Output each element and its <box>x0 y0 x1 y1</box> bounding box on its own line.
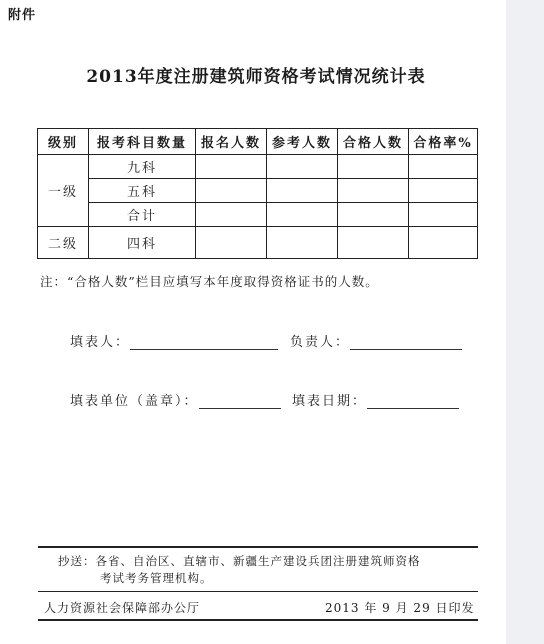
header-subject-count: 报考科目数量 <box>89 129 196 155</box>
unit-row <box>70 390 281 409</box>
participants-cell <box>267 227 338 259</box>
table-row <box>38 179 478 203</box>
unit-blank[interactable] <box>199 394 281 409</box>
filler-row <box>70 331 278 350</box>
unit-label: 填表单位（盖章）： <box>70 394 199 409</box>
header-participants: 参考人数 <box>267 129 338 155</box>
participants-cell <box>267 179 338 203</box>
pass-rate-cell <box>409 227 478 259</box>
passed-cell <box>338 179 409 203</box>
cc-line-2: 考试考务管理机构。 <box>100 571 213 585</box>
level-2-cell: 二级 <box>38 227 89 259</box>
passed-cell <box>338 227 409 259</box>
registered-cell <box>196 203 267 227</box>
header-passed: 合格人数 <box>338 129 409 155</box>
registered-cell <box>196 227 267 259</box>
date-row <box>292 390 459 409</box>
date-label: 填表日期： <box>292 394 368 409</box>
pass-rate-cell <box>409 155 478 179</box>
table-row <box>38 155 478 179</box>
responsible-label: 负责人： <box>290 335 351 350</box>
filler-blank[interactable] <box>130 335 278 350</box>
table-header-row <box>38 129 478 155</box>
date-blank[interactable] <box>367 394 459 409</box>
header-registered: 报名人数 <box>196 129 267 155</box>
registered-cell <box>196 155 267 179</box>
level-1-cell: 一级 <box>38 155 89 227</box>
statistics-table <box>37 128 478 259</box>
subject-cell: 五科 <box>89 179 196 203</box>
responsible-row <box>290 331 462 350</box>
participants-cell <box>267 155 338 179</box>
responsible-blank[interactable] <box>350 335 462 350</box>
table-row <box>38 203 478 227</box>
cc-label: 抄送： <box>58 554 96 568</box>
attachment-label: 附件 <box>8 8 37 23</box>
cc-top-rule <box>38 546 478 548</box>
subject-cell: 九科 <box>89 155 196 179</box>
header-pass-rate: 合格率% <box>409 129 478 155</box>
footer-rule <box>38 619 478 621</box>
participants-cell <box>267 203 338 227</box>
table-note: 注：“合格人数”栏目应填写本年度取得资格证书的人数。 <box>40 274 379 289</box>
passed-cell <box>338 155 409 179</box>
subject-cell: 合计 <box>89 203 196 227</box>
pass-rate-cell <box>409 203 478 227</box>
cc-block <box>58 553 421 587</box>
subject-cell: 四科 <box>89 227 196 259</box>
issue-date: 2013 年 9 月 29 日印发 <box>325 601 475 615</box>
filler-label: 填表人： <box>70 335 131 350</box>
page-edge-band <box>506 0 544 644</box>
passed-cell <box>338 203 409 227</box>
cc-line-1: 各省、自治区、直辖市、新疆生产建设兵团注册建筑师资格 <box>95 554 421 568</box>
registered-cell <box>196 179 267 203</box>
document-title: 2013年度注册建筑师资格考试情况统计表 <box>86 67 426 87</box>
cc-bottom-rule <box>38 591 478 592</box>
header-level: 级别 <box>38 129 89 155</box>
issuer: 人力资源社会保障部办公厅 <box>44 601 201 615</box>
table-row <box>38 227 478 259</box>
pass-rate-cell <box>409 179 478 203</box>
